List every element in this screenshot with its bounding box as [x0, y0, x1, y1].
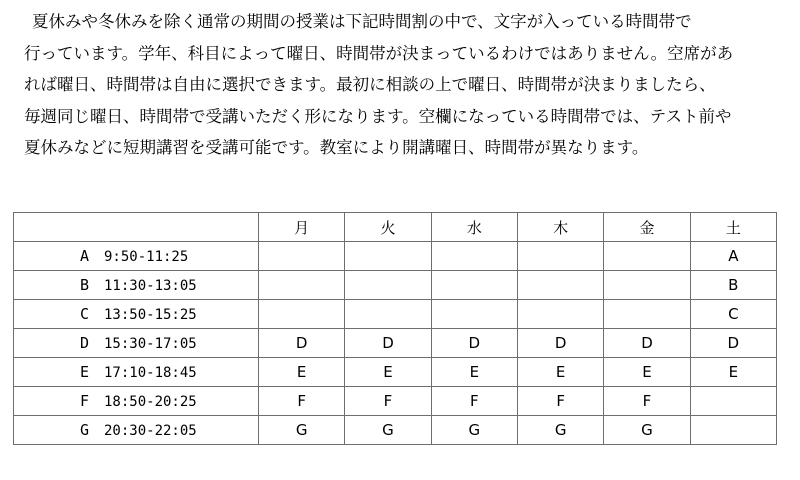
- slot-cell-fri: E: [604, 358, 690, 387]
- slot-cell-mon: D: [259, 329, 345, 358]
- slot-cell-wed: G: [431, 416, 517, 445]
- slot-cell-fri: [604, 242, 690, 271]
- period-time: 13:50-15:25: [104, 307, 197, 323]
- slot-cell-mon: [259, 300, 345, 329]
- slot-cell-mon: F: [259, 387, 345, 416]
- period-time: 17:10-18:45: [104, 365, 197, 381]
- slot-cell-thu: E: [517, 358, 603, 387]
- intro-paragraph: [24, 6, 784, 164]
- period-id: C: [80, 305, 90, 323]
- day-header-thu: 木: [517, 213, 603, 242]
- slot-cell-wed: [431, 271, 517, 300]
- slot-cell-thu: [517, 271, 603, 300]
- intro-line: 夏休みや冬休みを除く通常の期間の授業は下記時間割の中で、文字が入っている時間帯で: [32, 12, 692, 31]
- table-row: [14, 387, 777, 416]
- slot-cell-fri: [604, 300, 690, 329]
- period-id: F: [80, 392, 90, 410]
- day-header-wed: 水: [431, 213, 517, 242]
- table-row: [14, 300, 777, 329]
- slot-cell-mon: [259, 242, 345, 271]
- slot-cell-fri: G: [604, 416, 690, 445]
- slot-cell-mon: G: [259, 416, 345, 445]
- slot-cell-thu: D: [517, 329, 603, 358]
- day-header-mon: 月: [259, 213, 345, 242]
- period-cell: [14, 300, 259, 329]
- period-id: B: [80, 276, 90, 294]
- slot-cell-sat: [690, 387, 776, 416]
- day-header-fri: 金: [604, 213, 690, 242]
- table-row: [14, 329, 777, 358]
- period-cell: [14, 416, 259, 445]
- day-header-sat: 土: [690, 213, 776, 242]
- period-cell: [14, 387, 259, 416]
- slot-cell-tue: F: [345, 387, 431, 416]
- slot-cell-sat: C: [690, 300, 776, 329]
- schedule-body: [14, 242, 777, 445]
- period-id: G: [80, 421, 90, 439]
- slot-cell-sat: [690, 416, 776, 445]
- period-header-cell: [14, 213, 259, 242]
- slot-cell-sat: A: [690, 242, 776, 271]
- slot-cell-fri: [604, 271, 690, 300]
- period-id: A: [80, 247, 90, 265]
- slot-cell-fri: F: [604, 387, 690, 416]
- slot-cell-thu: [517, 300, 603, 329]
- slot-cell-tue: E: [345, 358, 431, 387]
- slot-cell-mon: E: [259, 358, 345, 387]
- table-row: [14, 271, 777, 300]
- slot-cell-fri: D: [604, 329, 690, 358]
- intro-line: 行っています。学年、科目によって曜日、時間帯が決まっているわけではありません。空席があ: [24, 43, 734, 63]
- schedule-table: [13, 212, 777, 445]
- table-row: [14, 358, 777, 387]
- slot-cell-sat: D: [690, 329, 776, 358]
- slot-cell-wed: E: [431, 358, 517, 387]
- slot-cell-thu: [517, 242, 603, 271]
- period-id: E: [80, 363, 90, 381]
- slot-cell-wed: [431, 242, 517, 271]
- slot-cell-wed: D: [431, 329, 517, 358]
- period-time: 15:30-17:05: [104, 336, 197, 352]
- slot-cell-tue: [345, 242, 431, 271]
- period-id: D: [80, 334, 90, 352]
- period-time: 18:50-20:25: [104, 394, 197, 410]
- period-time: 20:30-22:05: [104, 423, 197, 439]
- intro-line: 毎週同じ曜日、時間帯で受講いただく形になります。空欄になっている時間帯では、テスト前や: [24, 106, 732, 126]
- slot-cell-sat: E: [690, 358, 776, 387]
- intro-line: 夏休みなどに短期講習を受講可能です。教室により開講曜日、時間帯が異なります。: [24, 138, 649, 157]
- slot-cell-mon: [259, 271, 345, 300]
- slot-cell-tue: D: [345, 329, 431, 358]
- period-cell: [14, 329, 259, 358]
- table-row: [14, 242, 777, 271]
- period-cell: [14, 242, 259, 271]
- slot-cell-sat: B: [690, 271, 776, 300]
- slot-cell-thu: G: [517, 416, 603, 445]
- slot-cell-wed: F: [431, 387, 517, 416]
- period-time: 11:30-13:05: [104, 278, 197, 294]
- slot-cell-tue: [345, 271, 431, 300]
- period-cell: [14, 358, 259, 387]
- slot-cell-wed: [431, 300, 517, 329]
- period-cell: [14, 271, 259, 300]
- intro-line: れば曜日、時間帯は自由に選択できます。最初に相談の上で曜日、時間帯が決まりましたら、: [24, 75, 716, 94]
- period-time: 9:50-11:25: [104, 249, 189, 265]
- slot-cell-thu: F: [517, 387, 603, 416]
- table-row: [14, 416, 777, 445]
- day-header-tue: 火: [345, 213, 431, 242]
- slot-cell-tue: G: [345, 416, 431, 445]
- slot-cell-tue: [345, 300, 431, 329]
- schedule-header-row: [14, 213, 777, 242]
